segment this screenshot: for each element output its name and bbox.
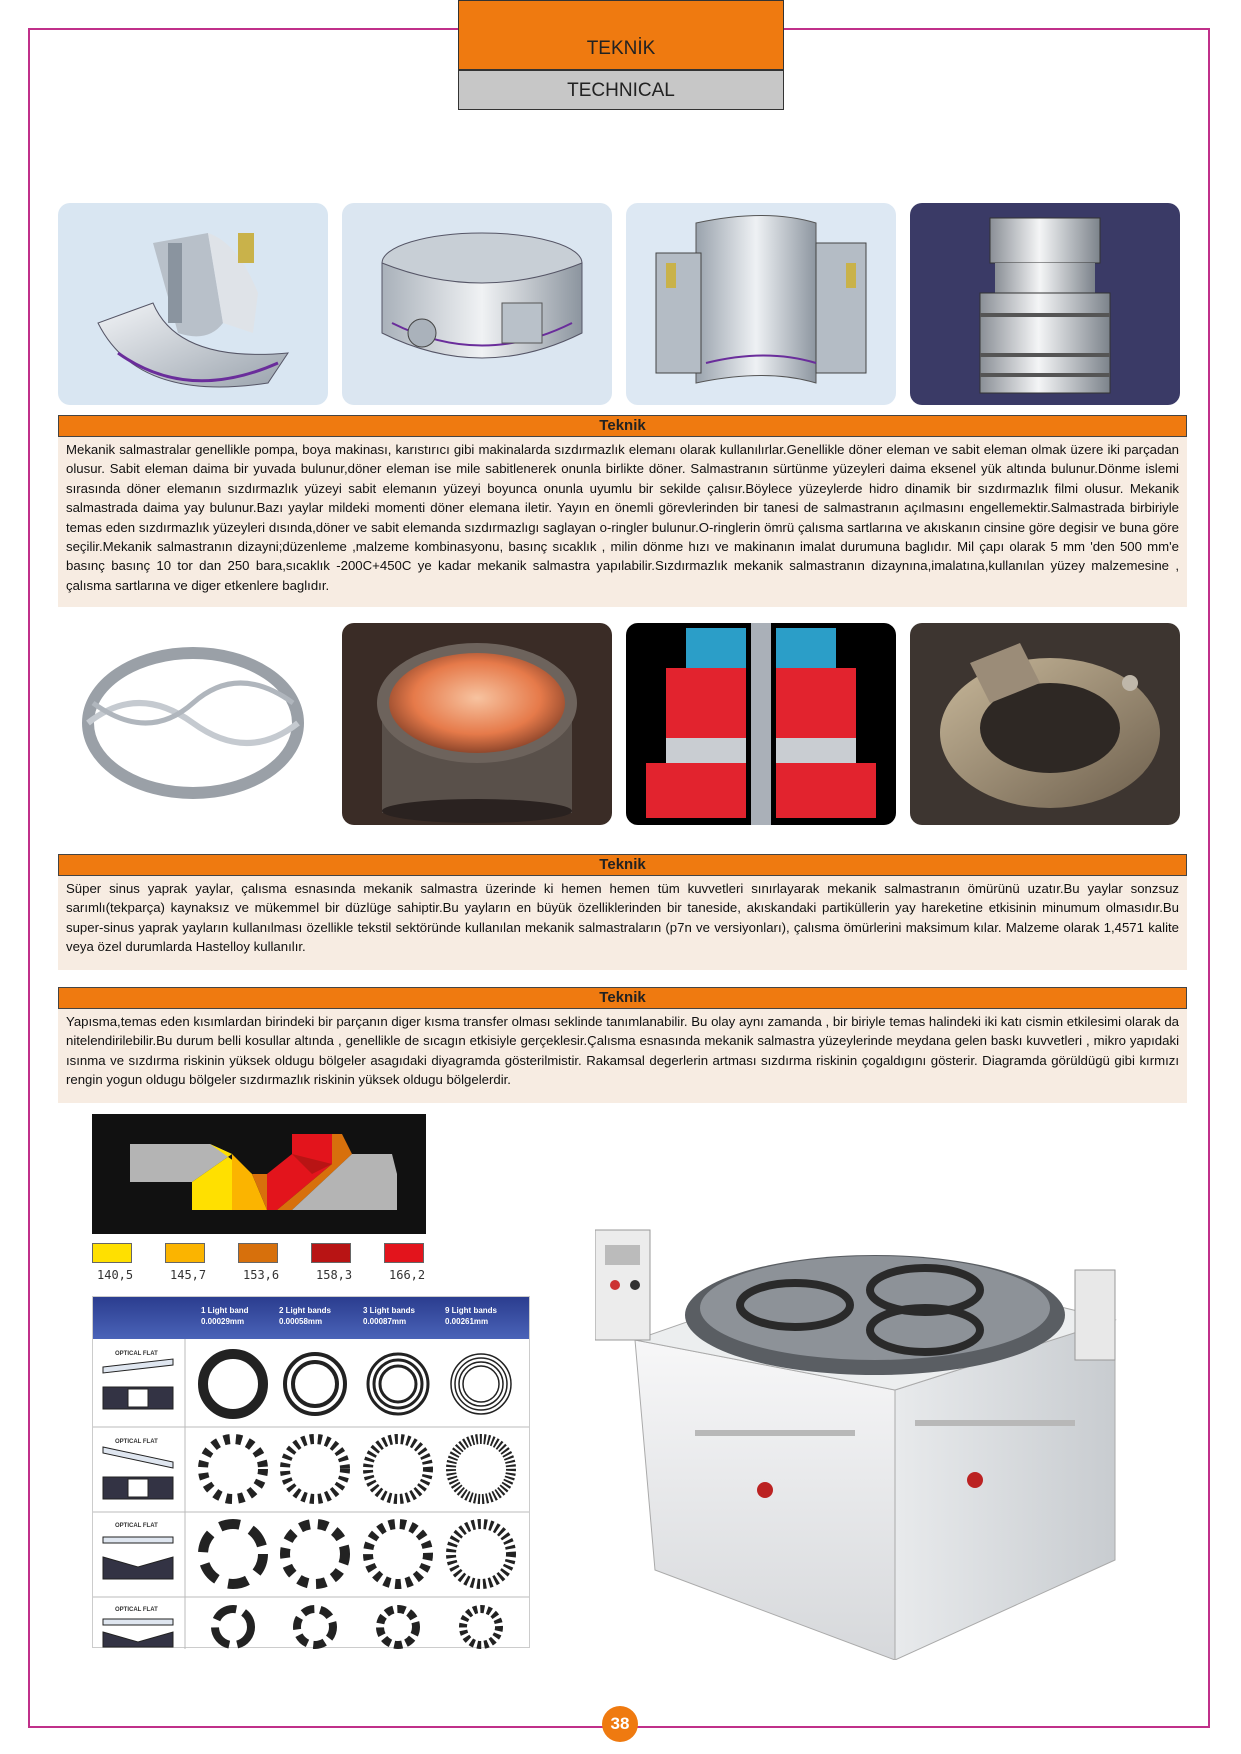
section-2-body: Süper sinus yaprak yaylar, çalısma esnasında mekanik salmastra üzerinde ki hemen hemen tüm kuvvetleri sınırlayarak mekanik salmastranın ömürünü uzatır.Bu yaylar sonzsuz sarımlı(tekparça) kaynaksız ve mükemmel bir düzlüge sahiptir.Bu yayların en büyük özelliklerinden bir taneside, akıskandaki partiküllerin yay hareketine etkisinin minumum olmasıdır.Bu super-sinus yaprak yayların kullanılması özellikle tekstil sektöründe kullanılan mekanik salmastraların (p7n ve versiyonları), çalısma ömürlerini maksimum kılar. Malzeme olarak 1,4571 kalite veya özel durumlarda Hastelloy kullanılır. xyxy=(58,876,1187,970)
seal-cutaway-photo-3 xyxy=(626,203,896,405)
legend-swatch-1 xyxy=(92,1243,132,1263)
page-number: 38 xyxy=(602,1706,638,1742)
interference-fringes xyxy=(93,1297,529,1649)
band-col-4: 9 Light bands 0.00261mm xyxy=(445,1306,497,1326)
section-3-title: Teknik xyxy=(58,987,1187,1009)
band-col-1: 1 Light band 0.00029mm xyxy=(201,1306,249,1326)
light-bands-table xyxy=(92,1296,530,1648)
legend-swatch-3 xyxy=(238,1243,278,1263)
header-title-tr: TEKNİK xyxy=(458,0,784,70)
seal-section-red-photo xyxy=(626,623,896,825)
optical-flat-label-3: OPTICAL FLAT xyxy=(115,1523,158,1529)
band-col-2: 2 Light bands 0.00058mm xyxy=(279,1306,331,1326)
lapping-machine-photo xyxy=(595,1190,1155,1660)
section-3-body: Yapısma,temas eden kısımlardan birindeki bir parçanın diger kısma transfer olması seklinde tanımlanabilir. Bu olay aynı zamanda , bir biriyle temas halindeki iki katı cismin etkilesimi olarak da nitelendirilebilir.Bu durum belli kosullar altında , genellikle de sıcagın etkisiyle gerçeklesir.Çalısma esnasında mekanik salmastra yüzeylerinde meydana gelen baskı kuvvetleri , mikro yapıdaki ısınma ve sızdırma riskinin yüksek oldugu bölgeler asagıdaki diyagramda gösterilmistir. Rakamsal degerlerin artması sızdırma riskinin çogaldıgını gösterir. Diagramda görüldügü gibi kırmızı rengin yogun oldugu bölgeler sızdırmazlık riskinin yüksek oldugu bölgelerdir. xyxy=(58,1009,1187,1103)
optical-flat-label-2: OPTICAL FLAT xyxy=(115,1439,158,1445)
seal-assembly-photo xyxy=(910,203,1180,405)
seal-ring-glow-photo xyxy=(342,623,612,825)
section-1-title: Teknik xyxy=(58,415,1187,437)
legend-swatch-2 xyxy=(165,1243,205,1263)
optical-flat-label-1: OPTICAL FLAT xyxy=(115,1351,158,1357)
seal-cutaway-photo-1 xyxy=(58,203,328,405)
legend-swatch-4 xyxy=(311,1243,351,1263)
heat-distribution-diagram xyxy=(92,1114,426,1234)
section-2-title: Teknik xyxy=(58,854,1187,876)
seal-metal-ring-photo xyxy=(910,623,1180,825)
wave-spring-photo xyxy=(58,623,328,825)
section-1-body: Mekanik salmastralar genellikle pompa, boya makinası, karıstırıcı gibi makinalarda sızdırmazlık elemanı olarak kullanılırlar.Genellikle döner eleman ve sabit eleman olmak üzere iki parçadan olusur. Sabit eleman daima bir yuvada bulunur,döner eleman ise mile sabitlenerek onunla birlikte döner. Salmastranın sürtünme yüzeyleri daima eksenel yük altında bulunur.Dönme islemi sırasında döner elemanın sızdırmazlık yüzeyi sabit elemanın yüzeyi boyunca onunla uyumlu bir sekilde çalısır.Böylece yüzeylerde hidro dinamik bir sızdırmazlık filmi olusur. Mekanik salmastrada daima yay bulunur.Bazı yaylar mildeki momenti döner elemana iletir. Yayın en önemli görevlerinden bir tanesi de salmastranın açılmasını engellemektir.Salmastrada birbiriyle temas eden sızdırmazlık yüzeyleri dısında,döner ve sabit elemanda sızdırmazlıgı saglayan o-ringler bulunur.O-ringlerin ömrü çalısma sartlarına ve akıskanın cinsine göre degisir ve buna göre seçilir.Mekanik salmastranın dizayni;düzenleme ,malzeme kombinasyonu, basınç sıcaklık , milin dönme hızı ve makinanın imalat durumuna baglıdır. Mil çapı olarak 5 mm 'den 500 mm'e basınç basınç 10 tor dan 250 bara,sıcaklık -200C+450C ye kadar mekanik salmastra yapılabilir.Sızdırmazlık mekanik salmastranın dizaynına,imalatına,kullanılan yüzey malzemesine , çalısma sartlarına ve diger etkenlere baglıdır. xyxy=(58,437,1187,607)
legend-value-5: 166,2 xyxy=(389,1268,426,1282)
legend-value-2: 145,7 xyxy=(170,1268,207,1282)
legend-swatch-5 xyxy=(384,1243,424,1263)
header-title-en: TECHNICAL xyxy=(458,70,784,110)
legend-value-3: 153,6 xyxy=(243,1268,280,1282)
optical-flat-label-4: OPTICAL FLAT xyxy=(115,1607,158,1613)
legend-value-1: 140,5 xyxy=(97,1268,134,1282)
legend-value-4: 158,3 xyxy=(316,1268,353,1282)
band-col-3: 3 Light bands 0.00087mm xyxy=(363,1306,415,1326)
seal-cutaway-photo-2 xyxy=(342,203,612,405)
